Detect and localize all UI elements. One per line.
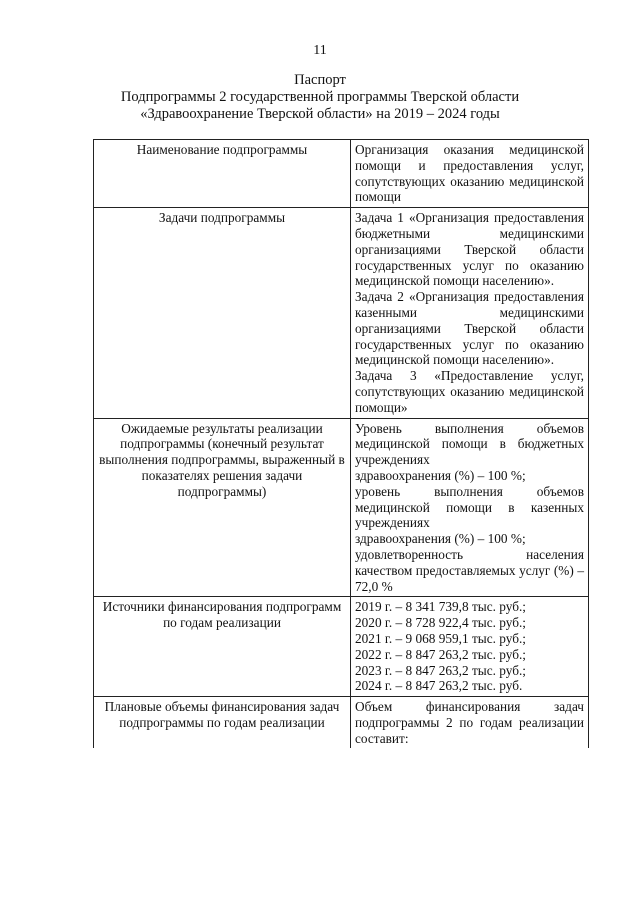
- row-tasks-label: Задачи подпрограммы: [94, 208, 351, 418]
- volumes-text: Объем финансирования задач подпрограммы 2 по годам реализации составит:: [355, 699, 584, 746]
- row-name-label: Наименование подпрограммы: [94, 140, 351, 208]
- result-1-value: здравоохранения (%) – 100 %;: [355, 467, 526, 483]
- funding-year: 2019 г. – 8 341 739,8 тыс. руб.;: [355, 599, 527, 615]
- document-header: [0, 72, 640, 123]
- row-volumes-value: [351, 697, 589, 749]
- result-1: Уровень выполнения объемов медицинской помощи в бюджетных учреждениях: [355, 420, 584, 468]
- row-name-value: [351, 140, 589, 208]
- row-name: [94, 140, 589, 208]
- task-2: Задача 2 «Организация предоставления казенными медицинскими организациями Тверской области государственных услуг по оказанию медицинской помощи населению».: [355, 289, 584, 368]
- task-3: Задача 3 «Предоставление услуг, сопутствующих оказанию медицинской помощи»: [355, 368, 584, 415]
- result-2-value: здравоохранения (%) – 100 %;: [355, 531, 526, 547]
- header-subtitle: Подпрограммы 2 государственной программы Тверской области: [120, 89, 520, 105]
- row-funding-label: Источники финансирования подпрограмм по годам реализации: [94, 597, 351, 697]
- passport-table: [93, 139, 589, 748]
- row-volumes: [94, 697, 589, 749]
- row-results-value: [351, 418, 589, 597]
- row-funding: [94, 597, 589, 697]
- row-tasks-value: [351, 208, 589, 418]
- funding-year: 2022 г. – 8 847 263,2 тыс. руб.;: [355, 646, 527, 662]
- task-1: Задача 1 «Организация предоставления бюджетными медицинскими организациями Тверской области государственных услуг по оказанию медицинской помощи населению».: [355, 210, 584, 289]
- header-title: Паспорт: [294, 72, 346, 88]
- result-3: удовлетворенность населения качеством предоставляемых услуг (%) – 72,0 %: [355, 546, 584, 594]
- page-number: 11: [313, 43, 327, 58]
- row-results-label: Ожидаемые результаты реализации подпрограммы (конечный результат выполнения подпрограммы, выраженный в показателях решения задачи подпрограммы): [94, 418, 351, 597]
- header-program: «Здравоохранение Тверской области» на 2019 – 2024 годы: [140, 106, 500, 122]
- result-2: уровень выполнения объемов медицинской помощи в казенных учреждениях: [355, 483, 584, 531]
- row-tasks: [94, 208, 589, 418]
- row-volumes-label: Плановые объемы финансирования задач подпрограммы по годам реализации: [94, 697, 351, 749]
- subprogram-name: Организация оказания медицинской помощи и предоставления услуг, сопутствующих оказанию медицинской помощи: [355, 142, 584, 205]
- funding-year: 2024 г. – 8 847 263,2 тыс. руб.: [355, 678, 523, 694]
- funding-year: 2020 г. – 8 728 922,4 тыс. руб.;: [355, 615, 527, 631]
- funding-year: 2021 г. – 9 068 959,1 тыс. руб.;: [355, 630, 527, 646]
- row-results: [94, 418, 589, 597]
- row-funding-value: [351, 597, 589, 697]
- funding-year: 2023 г. – 8 847 263,2 тыс. руб.;: [355, 662, 527, 678]
